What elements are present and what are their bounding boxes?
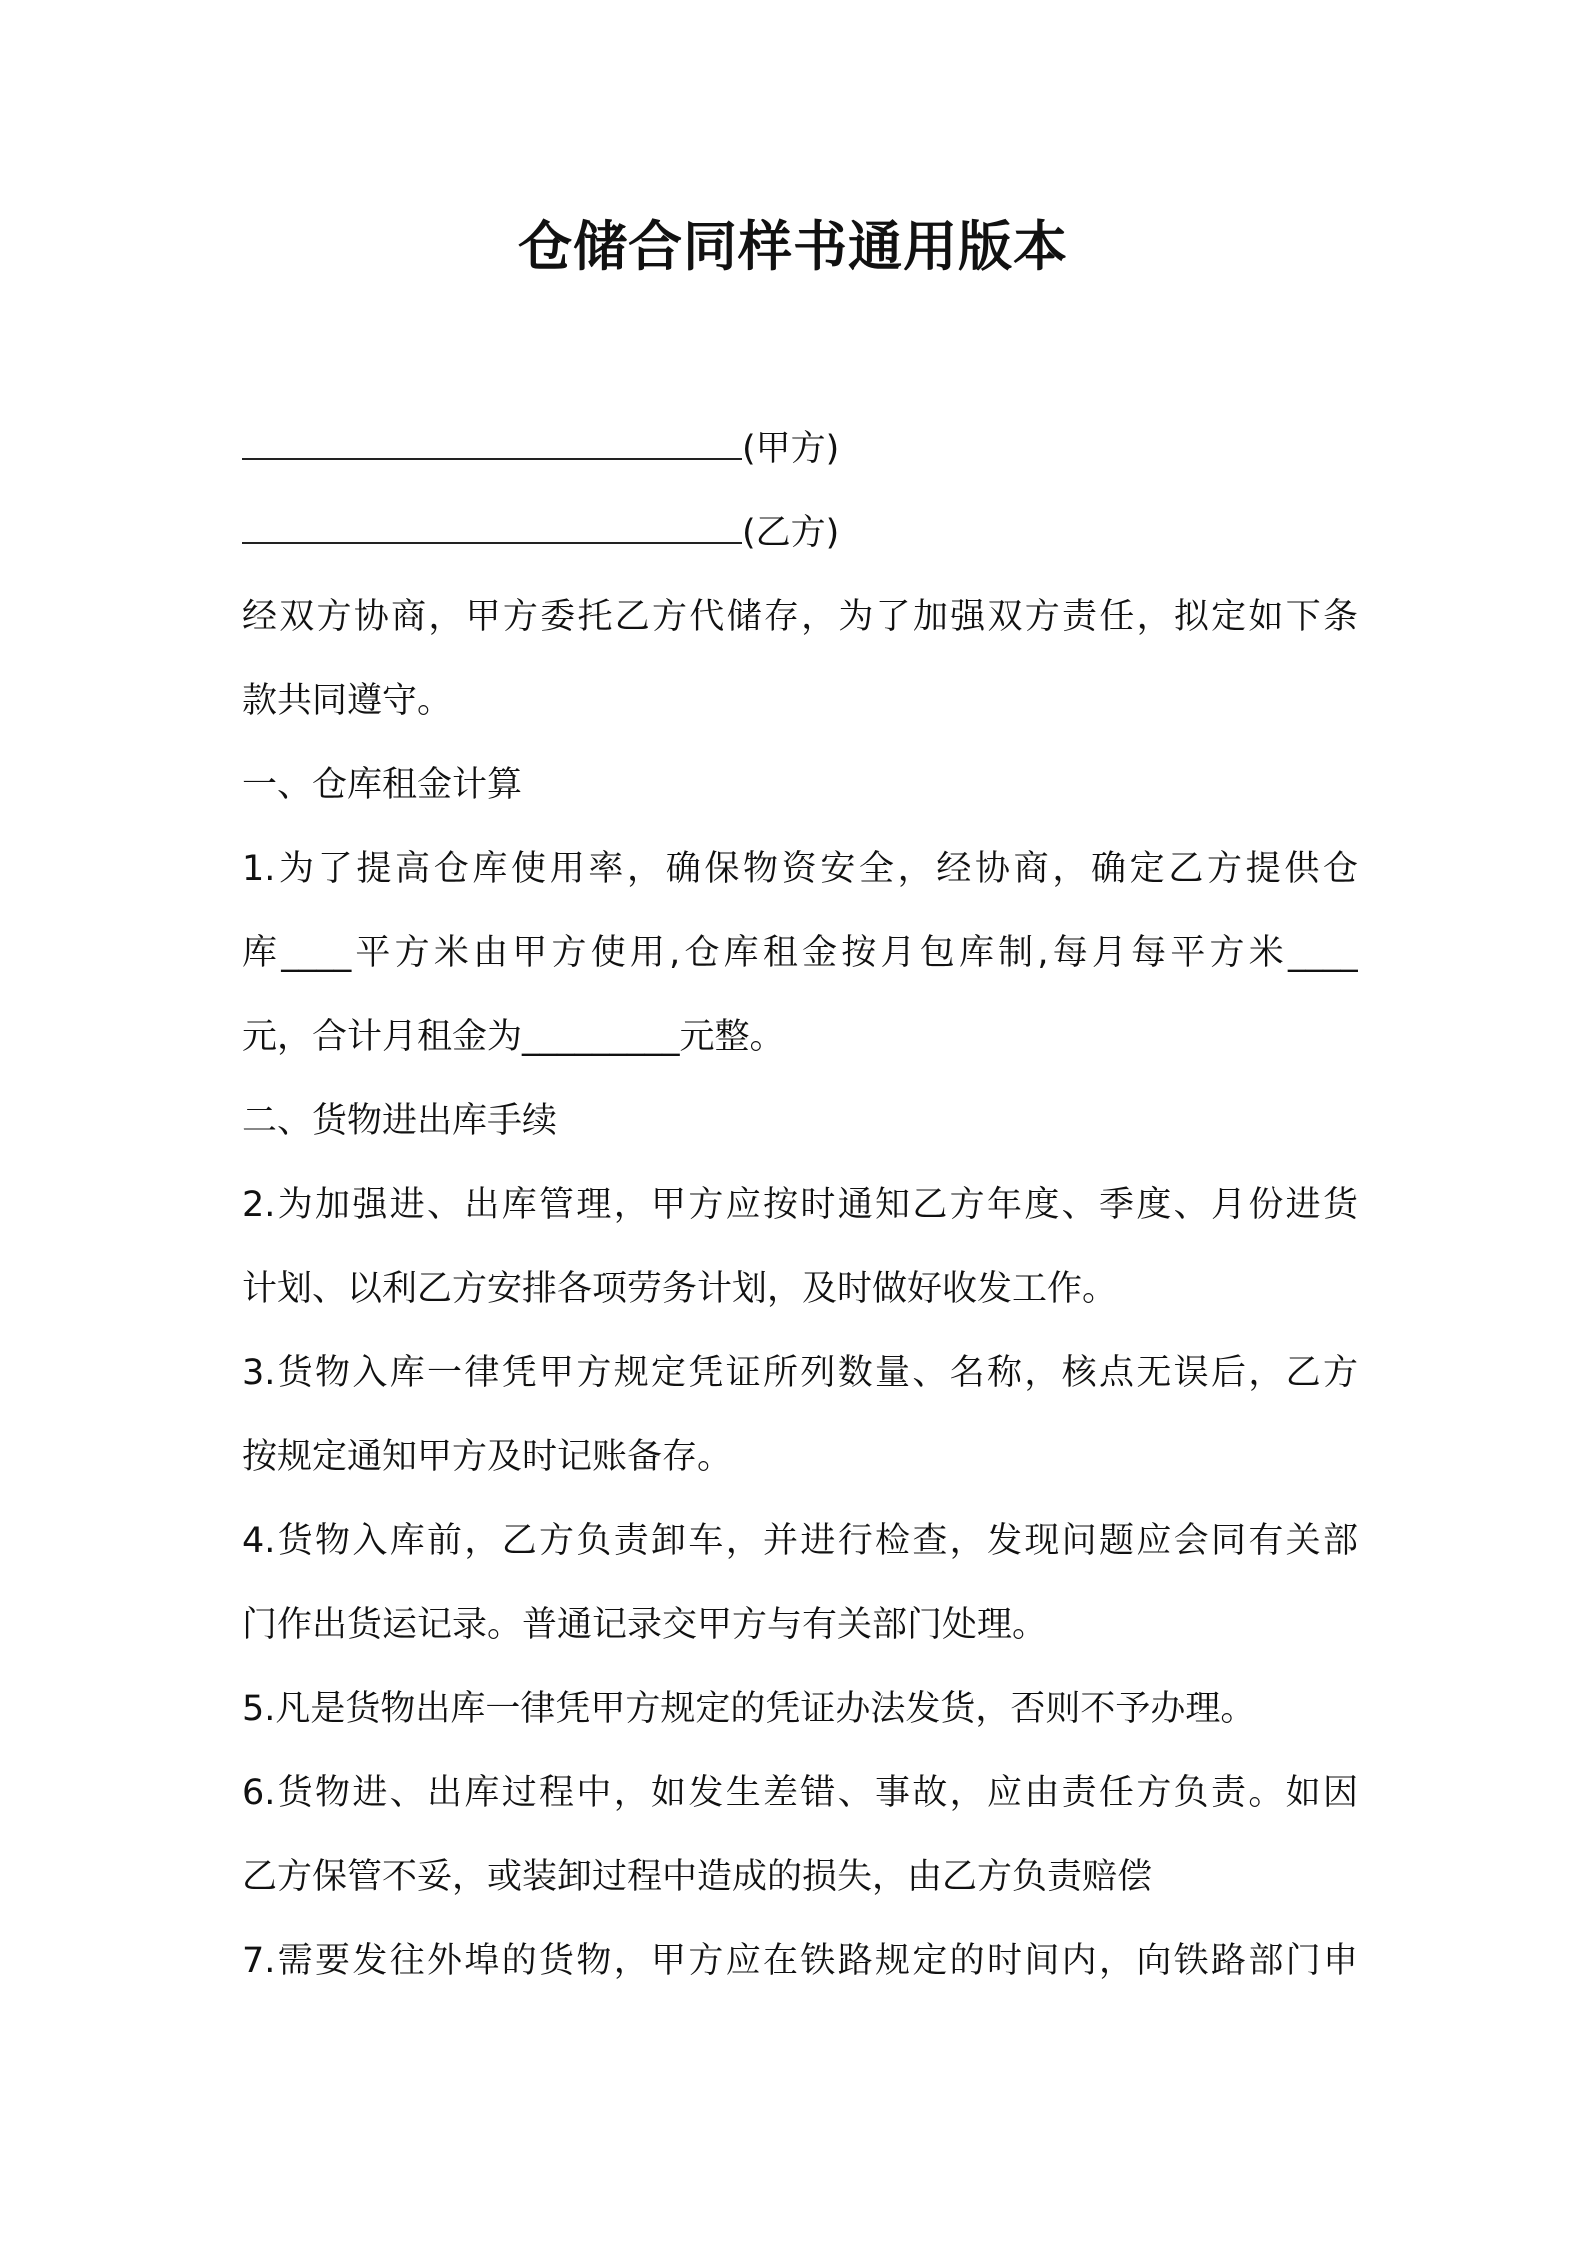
paragraph-line: 按规定通知甲方及时记账备存。: [242, 1437, 733, 1477]
paragraph-line: 7.需要发往外埠的货物，甲方应在铁路规定的时间内，向铁路部门申: [242, 1941, 1358, 1981]
paragraph-line: 6.货物进、出库过程中，如发生差错、事故，应由责任方负责。如因: [242, 1773, 1358, 1813]
paragraph-line: 元，合计月租金为_________元整。: [242, 1017, 785, 1057]
document-body: [242, 407, 1358, 2003]
paragraph-line: 4.货物入库前，乙方负责卸车，并进行检查，发现问题应会同有关部: [242, 1521, 1358, 1561]
party-a-line: [242, 407, 1358, 491]
paragraph-line: 1.为了提高仓库使用率，确保物资安全，经协商，确定乙方提供仓: [242, 849, 1358, 889]
paragraph-line: 门作出货运记录。普通记录交甲方与有关部门处理。: [242, 1605, 1048, 1645]
paragraph-line: 3.货物入库一律凭甲方规定凭证所列数量、名称，核点无误后，乙方: [242, 1353, 1358, 1393]
party-a-label: (甲方): [742, 429, 840, 469]
document-title: 仓储合同样书通用版本: [518, 215, 1068, 278]
paragraph-line: 乙方保管不妥，或装卸过程中造成的损失，由乙方负责赔偿: [242, 1857, 1153, 1897]
party-b-blank[interactable]: [242, 514, 742, 544]
party-a-blank[interactable]: [242, 430, 742, 460]
section-heading: 二、货物进出库手续: [242, 1101, 558, 1141]
paragraph-line: 计划、以利乙方安排各项劳务计划，及时做好收发工作。: [242, 1269, 1118, 1309]
paragraph-line: 库____平方米由甲方使用,仓库租金按月包库制,每月每平方米____: [242, 933, 1358, 973]
paragraph-line: 款共同遵守。: [242, 681, 453, 721]
paragraph-line: 经双方协商，甲方委托乙方代储存，为了加强双方责任，拟定如下条: [242, 597, 1358, 637]
paragraph-line: 5.凡是货物出库一律凭甲方规定的凭证办法发货，否则不予办理。: [242, 1689, 1256, 1729]
section-heading: 一、仓库租金计算: [242, 765, 523, 805]
paragraph-line: 2.为加强进、出库管理，甲方应按时通知乙方年度、季度、月份进货: [242, 1185, 1358, 1225]
party-b-line: [242, 491, 1358, 575]
party-b-label: (乙方): [742, 513, 840, 553]
